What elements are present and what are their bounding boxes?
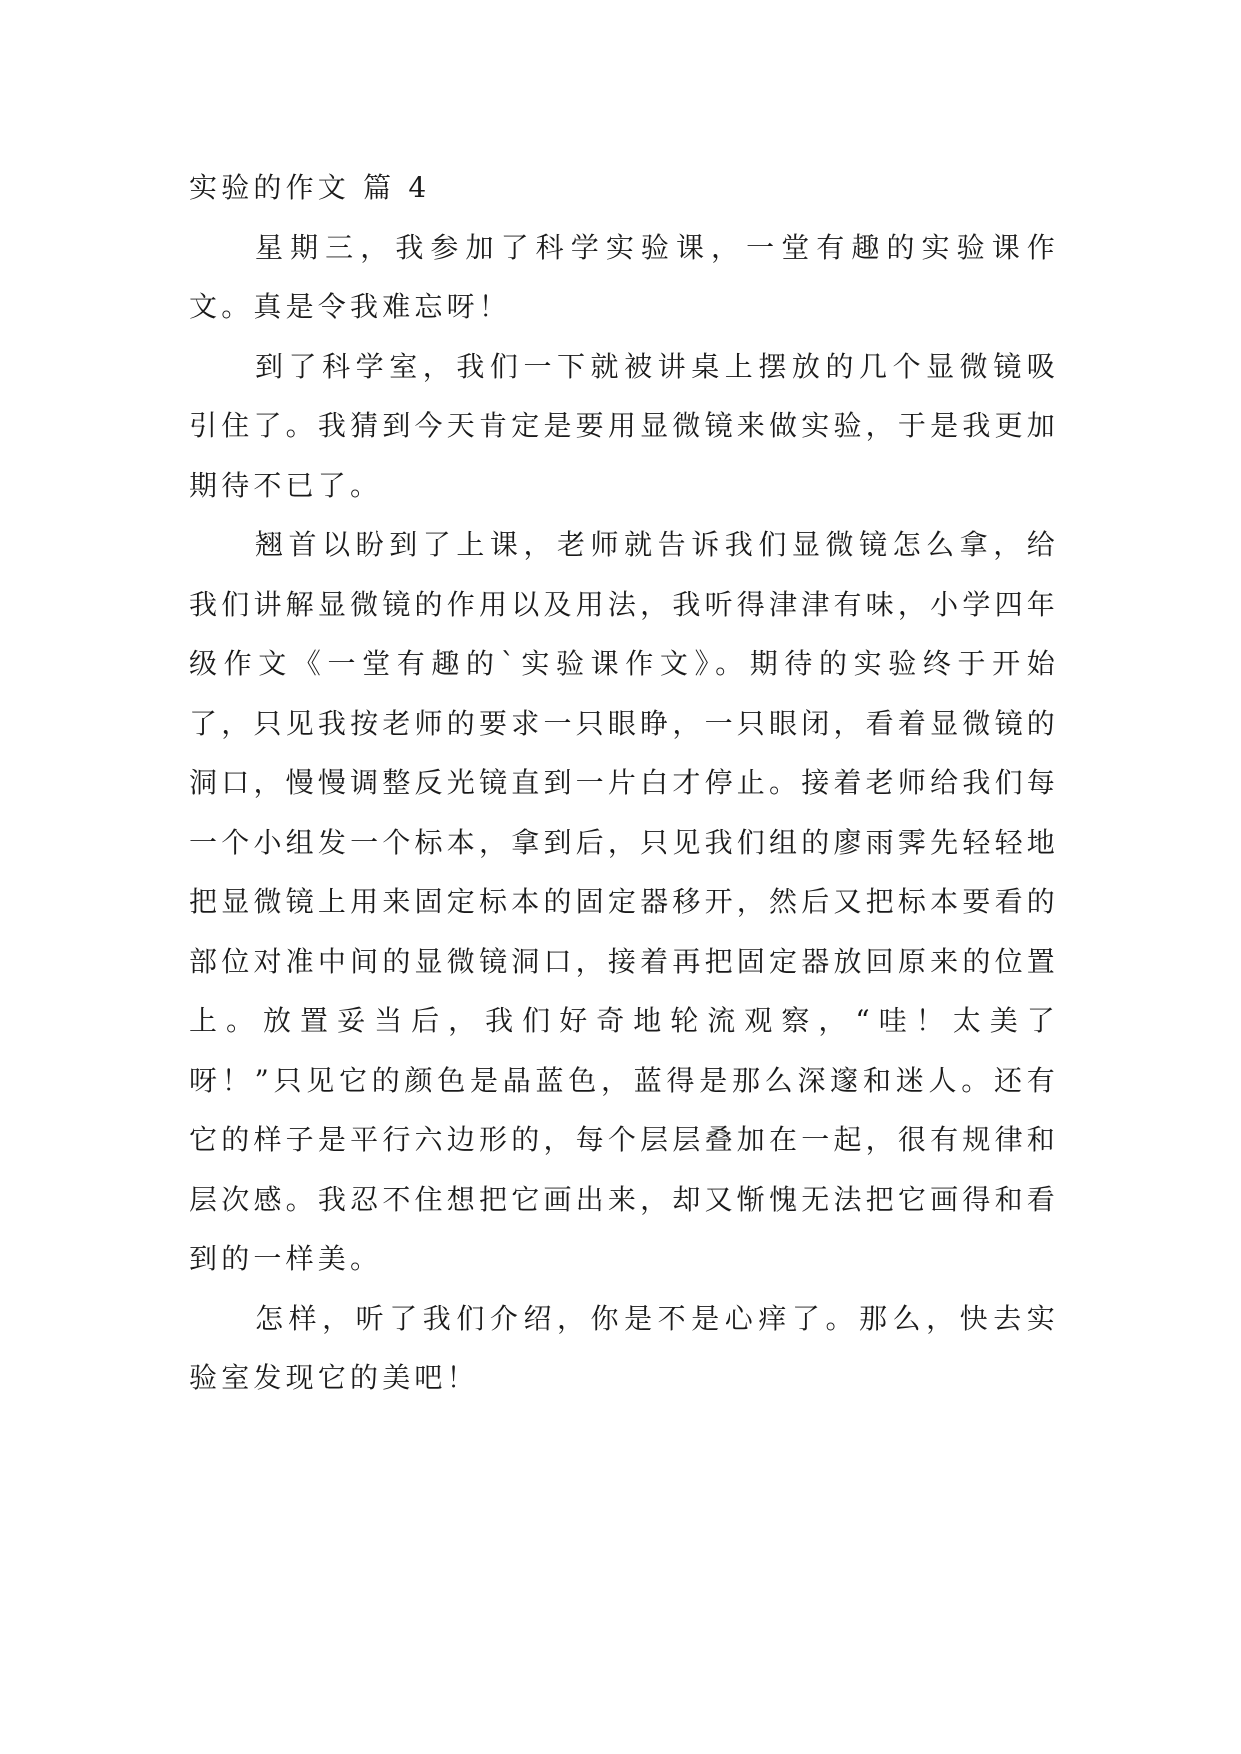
document-body (189, 158, 1059, 1408)
paragraph-3: 翘首以盼到了上课，老师就告诉我们显微镜怎么拿，给我们讲解显微镜的作用以及用法，我听得津津有味，小学四年级作文《一堂有趣的`实验课作文》。期待的实验终于开始了，只见我按老师的要求一只眼睁，一只眼闭，看着显微镜的洞口，慢慢调整反光镜直到一片白才停止。接着老师给我们每一个小组发一个标本，拿到后，只见我们组的廖雨霁先轻轻地把显微镜上用来固定标本的固定器移开，然后又把标本要看的部位对准中间的显微镜洞口，接着再把固定器放回原来的位置上。放置妥当后，我们好奇地轮流观察，“哇！太美了呀！”只见它的颜色是晶蓝色，蓝得是那么深邃和迷人。还有它的样子是平行六边形的，每个层层叠加在一起，很有规律和层次感。我忍不住想把它画出来，却又惭愧无法把它画得和看到的一样美。 (189, 528, 1059, 1275)
document-title: 实验的作文 篇 4 (189, 171, 431, 204)
paragraph-1: 星期三，我参加了科学实验课，一堂有趣的实验课作文。真是令我难忘呀！ (189, 230, 1059, 323)
paragraph-4: 怎样，听了我们介绍，你是不是心痒了。那么，快去实验室发现它的美吧！ (189, 1301, 1059, 1394)
paragraph-2: 到了科学室，我们一下就被讲桌上摆放的几个显微镜吸引住了。我猜到今天肯定是要用显微镜来做实验，于是我更加期待不已了。 (189, 349, 1059, 502)
